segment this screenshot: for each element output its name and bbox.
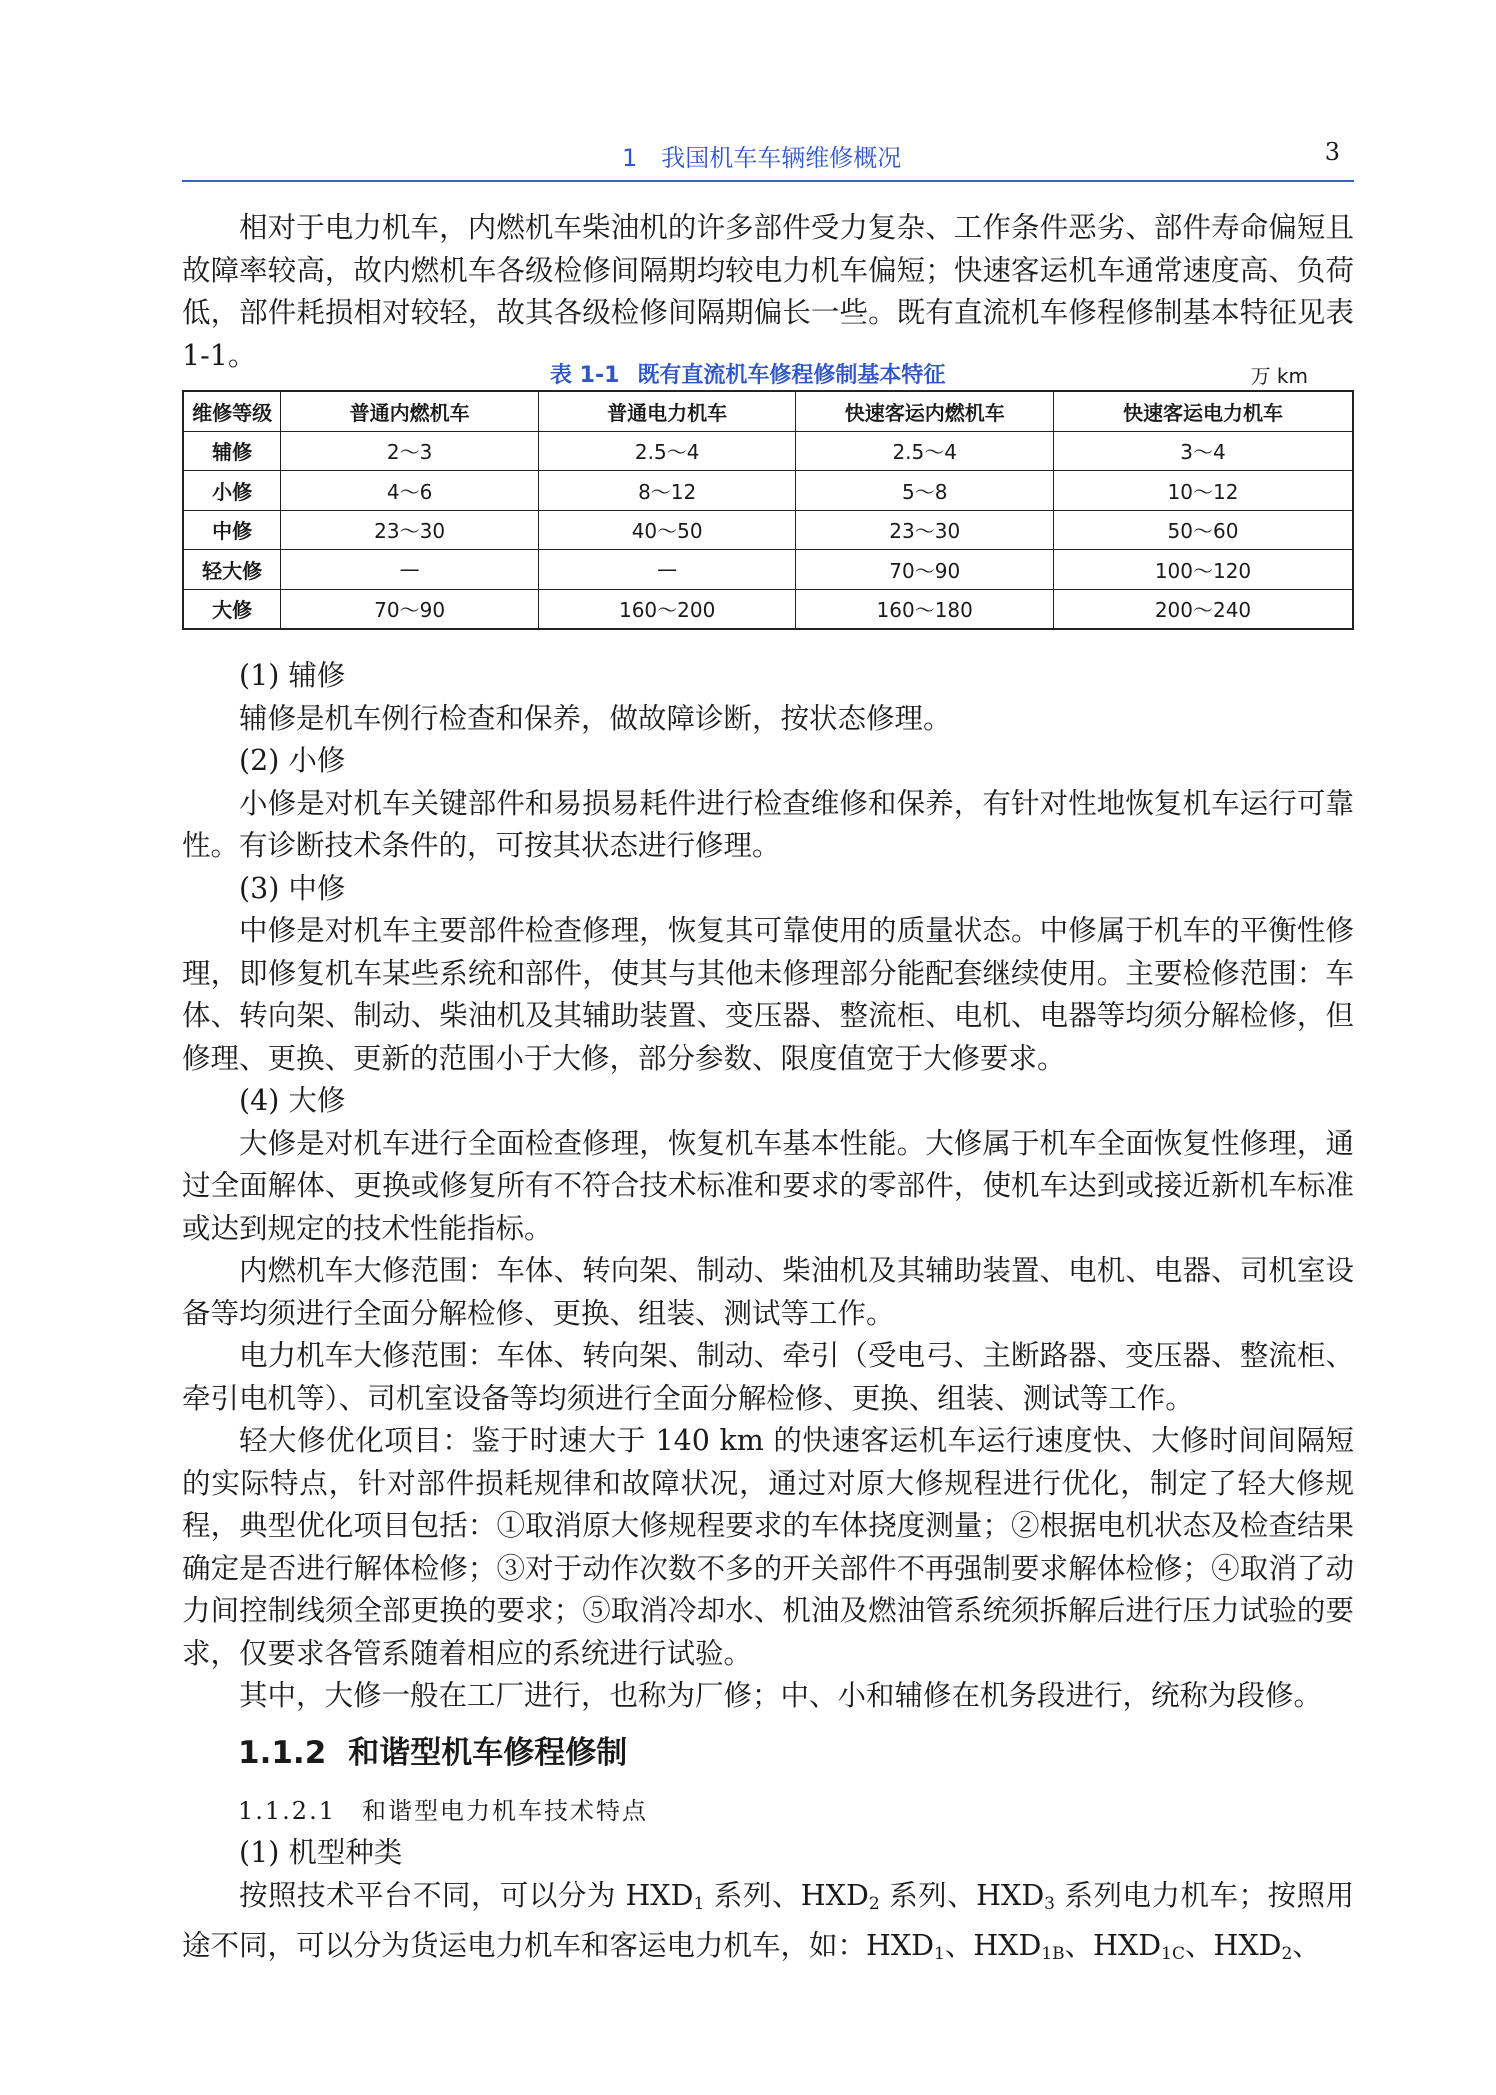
- subscript: 1: [693, 1893, 705, 1914]
- table-header-cell: 快速客运电力机车: [1054, 391, 1354, 431]
- section-heading: [238, 1727, 627, 1772]
- section-number: 1.1.2: [238, 1735, 327, 1771]
- section-title: 和谐型机车修程修制: [348, 1735, 628, 1771]
- subsection-heading-1121: [238, 1791, 648, 1826]
- table-row-label: 辅修: [183, 431, 281, 471]
- subsection-heading: (2) 小修: [239, 744, 346, 777]
- table-row-label: 轻大修: [183, 550, 281, 590]
- table-cell: 2.5～4: [538, 431, 796, 471]
- table-row-label: 中修: [183, 510, 281, 550]
- table-cell: 70～90: [796, 550, 1054, 590]
- paragraph: 电力机车大修范围：车体、转向架、制动、牵引（受电弓、主断路器、变压器、整流柜、牵引电机等）、司机室设备等均须进行全面分解检修、更换、组装、测试等工作。: [182, 1339, 1354, 1415]
- table-number: 表 1-1: [550, 363, 620, 388]
- table-row: [183, 471, 1353, 511]
- table-title: [550, 358, 945, 389]
- table-unit: 万 km: [1250, 364, 1308, 388]
- text-run: 按照技术平台不同，可以分为 HXD: [239, 1878, 694, 1912]
- subscript: 2: [868, 1893, 880, 1914]
- table-row: [183, 589, 1353, 629]
- subscript: 3: [1044, 1893, 1055, 1914]
- paragraph: 轻大修优化项目：鉴于时速大于 140 km 的快速客运机车运行速度快、大修时间间隔短的实际特点，针对部件损耗规律和故障状况，通过对原大修规程进行优化，制定了轻大修规程，典型优化项目包括：①取消原大修规程要求的车体挠度测量；②根据电机状态及检查结果确定是否进行解体检修；③对于动作次数不多的开关部件不再强制要求解体检修；④取消了动力间控制线须全部更换的要求；⑤取消冷却水、机油及燃油管系统须拆解后进行压力试验的要求，仅要求各管系随着相应的系统进行试验。: [182, 1424, 1354, 1670]
- table-cell: —: [538, 550, 796, 590]
- paragraph: 中修是对机车主要部件检查修理，恢复其可靠使用的质量状态。中修属于机车的平衡性修理，即修复机车某些系统和部件，使其与其他未修理部分能配套继续使用。主要检修范围：车体、转向架、制动、柴油机及其辅助装置、变压器、整流柜、电机、电器等均须分解检修，但修理、更换、更新的范围小于大修，部分参数、限度值宽于大修要求。: [182, 914, 1354, 1075]
- chapter-title: [622, 138, 901, 173]
- table-cell: 2～3: [281, 431, 539, 471]
- table-header-cell: 普通电力机车: [538, 391, 796, 431]
- paragraph: [182, 1875, 1354, 1976]
- intro-section: [182, 207, 1354, 377]
- paragraph: 辅修是机车例行检查和保养，做故障诊断，按状态修理。: [239, 701, 952, 735]
- subsection-heading: (1) 辅修: [239, 659, 346, 692]
- maintenance-spec-table: [182, 390, 1354, 630]
- table-cell: 200～240: [1054, 589, 1354, 629]
- paragraph: 大修是对机车进行全面检查修理，恢复机车基本性能。大修属于机车全面恢复性修理，通过全面解体、更换或修复所有不符合技术标准和要求的零部件，使机车达到或接近新机车标准或达到规定的技术性能指标。: [182, 1126, 1354, 1245]
- page-number: 3: [1324, 138, 1340, 166]
- table-header-cell: 快速客运内燃机车: [796, 391, 1054, 431]
- table-row: [183, 550, 1353, 590]
- table-cell: 40～50: [538, 510, 796, 550]
- paragraph: 其中，大修一般在工厂进行，也称为厂修；中、小和辅修在机务段进行，统称为段修。: [239, 1679, 1323, 1712]
- table-cell: 160～180: [796, 589, 1054, 629]
- table-row: [183, 431, 1353, 471]
- text-run: 、: [1292, 1929, 1321, 1962]
- table-cell: 160～200: [538, 589, 796, 629]
- subsection-heading: (3) 中修: [239, 871, 346, 905]
- table-cell: 10～12: [1054, 471, 1354, 511]
- table-title-text: 既有直流机车修程修制基本特征: [637, 363, 946, 388]
- table-header-cell: 普通内燃机车: [281, 391, 539, 431]
- text-run: 系列、HXD: [879, 1878, 1045, 1912]
- text-run: 系列、HXD: [704, 1878, 869, 1912]
- text-run: 、HXD: [1064, 1929, 1162, 1962]
- table-cell: 100～120: [1054, 550, 1354, 590]
- text-run: 、HXD: [944, 1929, 1042, 1962]
- table-cell: 2.5～4: [796, 431, 1054, 471]
- table-cell: 23～30: [281, 510, 539, 550]
- text-run: 系列电力机车；按照用途不同，可以分为货运电力机车和客运电力机车，如：HXD: [182, 1878, 1354, 1962]
- table-row: [183, 510, 1353, 550]
- subscript: 1B: [1041, 1944, 1065, 1964]
- table-cell: 70～90: [281, 589, 539, 629]
- subscript: 2: [1281, 1944, 1293, 1964]
- subsection-heading: (1) 机型种类: [239, 1836, 403, 1869]
- maintenance-levels-section: [182, 655, 1354, 1718]
- subscript: 1C: [1161, 1944, 1185, 1964]
- table-caption: [182, 358, 1354, 392]
- table-cell: 5～8: [796, 471, 1054, 511]
- paragraph: 内燃机车大修范围：车体、转向架、制动、柴油机及其辅助装置、电机、电器、司机室设备等均须进行全面分解检修、更换、组装、测试等工作。: [182, 1254, 1354, 1330]
- table-cell: 3～4: [1054, 431, 1354, 471]
- subsection-title: 和谐型电力机车技术特点: [361, 1797, 648, 1825]
- running-header: [182, 134, 1354, 182]
- table-cell: 50～60: [1054, 510, 1354, 550]
- table-cell: 23～30: [796, 510, 1054, 550]
- chapter-title-text: 我国机车车辆维修概况: [661, 144, 902, 172]
- paragraph: 小修是对机车关键部件和易损易耗件进行检查维修和保养，有针对性地恢复机车运行可靠性。有诊断技术条件的，可按其状态进行修理。: [182, 786, 1354, 862]
- intro-paragraph: 相对于电力机车，内燃机车柴油机的许多部件受力复杂、工作条件恶劣、部件寿命偏短且故障率较高，故内燃机车各级检修间隔期均较电力机车偏短；快速客运机车通常速度高、负荷低，部件耗损相对较轻，故其各级检修间隔期偏长一些。既有直流机车修程修制基本特征见表 1-1。: [182, 211, 1354, 372]
- table-header-row: [183, 391, 1353, 431]
- model-types-section: [182, 1832, 1354, 1976]
- table-cell: 8～12: [538, 471, 796, 511]
- subscript: 1: [934, 1944, 945, 1964]
- table-cell: —: [281, 550, 539, 590]
- table-row-label: 小修: [183, 471, 281, 511]
- table-header-cell: 维修等级: [183, 391, 281, 431]
- text-run: 、HXD: [1184, 1929, 1282, 1962]
- table-cell: 4～6: [281, 471, 539, 511]
- subsection-number: 1.1.2.1: [238, 1797, 336, 1825]
- subsection-heading: (4) 大修: [239, 1084, 346, 1117]
- chapter-number: 1: [622, 144, 638, 172]
- table-row-label: 大修: [183, 589, 281, 629]
